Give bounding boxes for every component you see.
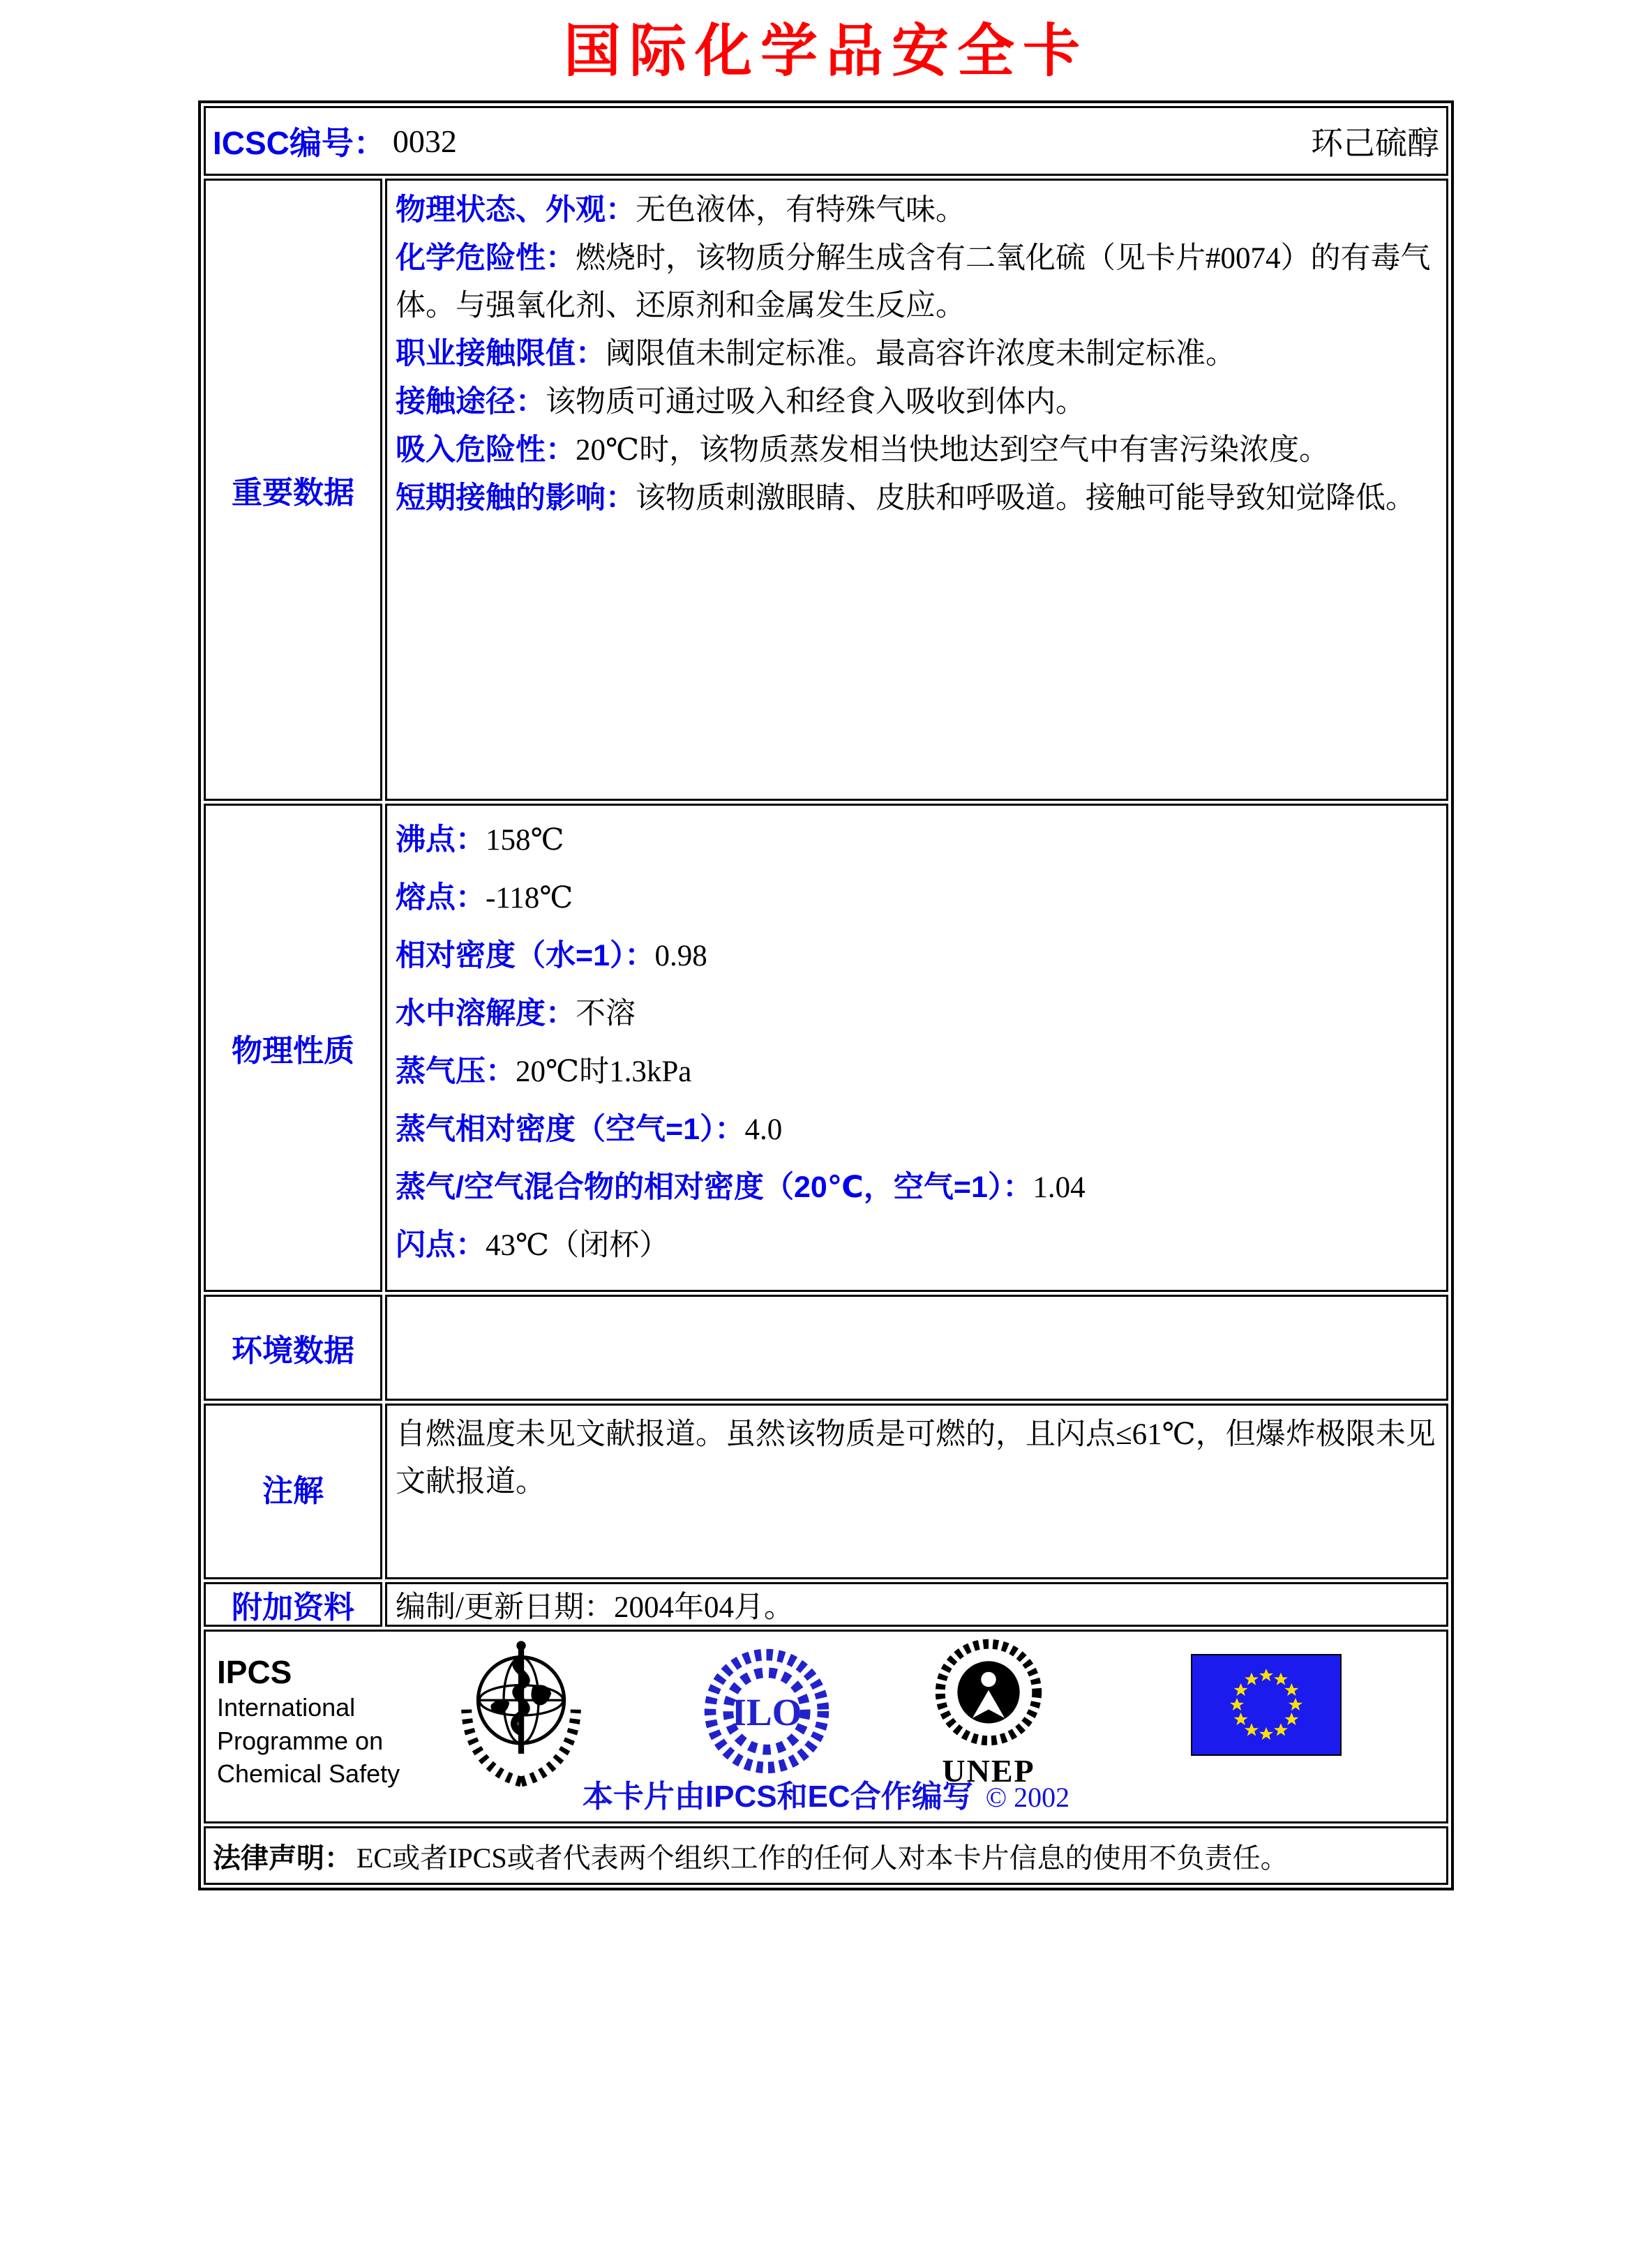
logos-cell bbox=[204, 1630, 1448, 1823]
important-data-content bbox=[385, 179, 1448, 801]
physical-item bbox=[396, 1159, 1438, 1217]
important-data-label: 重要数据 bbox=[204, 179, 382, 801]
icsc-number-label: ICSC编号： bbox=[213, 125, 386, 162]
physical-properties-label: 物理性质 bbox=[204, 804, 382, 1292]
notes-row bbox=[204, 1404, 1448, 1579]
important-item bbox=[396, 426, 1438, 474]
item-value: 20℃时1.3kPa bbox=[516, 1055, 692, 1089]
physical-item bbox=[396, 1217, 1438, 1274]
important-item bbox=[396, 234, 1438, 330]
ilo-logo-icon bbox=[703, 1647, 831, 1779]
notes-content: 自燃温度未见文献报道。虽然该物质是可燃的，且闪点≤61℃，但爆炸极限未见文献报道。 bbox=[385, 1404, 1448, 1579]
important-item bbox=[396, 186, 1438, 234]
physical-item bbox=[396, 869, 1438, 927]
item-label: 吸入危险性： bbox=[396, 433, 576, 467]
icsc-card-table bbox=[198, 100, 1454, 1890]
item-value: 4.0 bbox=[744, 1113, 783, 1147]
physical-properties-row bbox=[204, 804, 1448, 1292]
physical-item bbox=[396, 985, 1438, 1043]
item-label: 物理状态、外观： bbox=[396, 193, 636, 227]
icsc-number-value: 0032 bbox=[392, 123, 457, 159]
item-value: 阈限值未制定标准。最高容许浓度未制定标准。 bbox=[606, 338, 1236, 371]
ipcs-org-line: International bbox=[217, 1693, 356, 1722]
item-value: 0.98 bbox=[654, 940, 707, 973]
important-item bbox=[396, 378, 1438, 426]
header-cell bbox=[204, 106, 1448, 176]
physical-item bbox=[396, 811, 1438, 869]
unep-text: UNEP bbox=[942, 1753, 1035, 1789]
important-item bbox=[396, 330, 1438, 378]
item-label: 沸点： bbox=[396, 823, 486, 857]
additional-info-label: 附加资料 bbox=[204, 1582, 382, 1627]
page-title: 国际化学品安全卡 bbox=[563, 17, 1088, 84]
item-value: 43℃（闭杯） bbox=[486, 1229, 670, 1263]
important-data-row bbox=[204, 179, 1448, 801]
header-row bbox=[204, 106, 1448, 176]
legal-text: EC或者IPCS或者代表两个组织工作的任何人对本卡片信息的使用不负责任。 bbox=[356, 1842, 1289, 1874]
item-label: 短期接触的影响： bbox=[396, 481, 636, 516]
ipcs-block bbox=[217, 1654, 400, 1790]
physical-item bbox=[396, 1101, 1438, 1159]
item-label: 接触途径： bbox=[396, 385, 546, 419]
eu-flag-icon bbox=[1191, 1654, 1342, 1759]
item-value: 20℃时，该物质蒸发相当快地达到空气中有害污染浓度。 bbox=[576, 434, 1330, 467]
item-value: 无色液体，有特殊气味。 bbox=[636, 194, 966, 227]
item-value: 不溶 bbox=[576, 998, 636, 1031]
logos-row bbox=[204, 1630, 1448, 1823]
ilo-text: ILO bbox=[731, 1691, 802, 1734]
important-item bbox=[396, 474, 1438, 522]
item-value: 1.04 bbox=[1032, 1171, 1086, 1205]
ipcs-org-line: Programme on bbox=[217, 1726, 384, 1755]
item-value: 该物质可通过吸入和经食入吸收到体内。 bbox=[546, 386, 1086, 419]
chemical-name: 环己硫醇 bbox=[1311, 126, 1439, 162]
ipcs-name: IPCS bbox=[217, 1654, 292, 1691]
item-label: 蒸气压： bbox=[396, 1055, 516, 1089]
ipcs-org-line: Chemical Safety bbox=[217, 1759, 400, 1789]
legal-row bbox=[204, 1826, 1448, 1885]
physical-properties-content bbox=[385, 804, 1448, 1292]
additional-info-row bbox=[204, 1582, 1448, 1627]
item-value: 158℃ bbox=[486, 824, 564, 857]
item-value: -118℃ bbox=[486, 882, 573, 915]
item-label: 闪点： bbox=[396, 1228, 486, 1263]
item-value: 燃烧时，该物质分解生成含有二氧化硫（见卡片#0074）的有毒气体。与强氧化剂、还原剂和金属发生反应。 bbox=[396, 242, 1431, 323]
item-label: 熔点： bbox=[396, 881, 486, 915]
environmental-data-row bbox=[204, 1295, 1448, 1401]
icsc-card-page bbox=[0, 17, 1652, 2249]
credit-line bbox=[206, 1771, 1446, 1816]
legal-cell bbox=[204, 1826, 1448, 1885]
physical-item bbox=[396, 1043, 1438, 1101]
item-label: 职业接触限值： bbox=[396, 337, 606, 371]
item-label: 蒸气相对密度（空气=1）： bbox=[396, 1113, 745, 1147]
physical-item bbox=[396, 927, 1438, 985]
unep-logo-icon bbox=[919, 1639, 1058, 1787]
item-label: 相对密度（水=1）： bbox=[396, 939, 655, 973]
additional-info-content: 编制/更新日期：2004年04月。 bbox=[385, 1582, 1448, 1627]
item-value: 该物质刺激眼睛、皮肤和呼吸道。接触可能导致知觉降低。 bbox=[636, 482, 1416, 516]
item-label: 化学危险性： bbox=[396, 241, 576, 276]
item-label: 水中溶解度： bbox=[396, 997, 576, 1031]
item-label: 蒸气/空气混合物的相对密度（20℃，空气=1）： bbox=[396, 1171, 1033, 1205]
notes-label: 注解 bbox=[204, 1404, 382, 1579]
environmental-data-label: 环境数据 bbox=[204, 1295, 382, 1401]
copyright-text: © 2002 bbox=[985, 1782, 1070, 1814]
credit-text: 本卡片由IPCS和EC合作编写 bbox=[582, 1780, 973, 1814]
environmental-data-content bbox=[385, 1295, 1448, 1401]
legal-label: 法律声明： bbox=[213, 1842, 352, 1874]
